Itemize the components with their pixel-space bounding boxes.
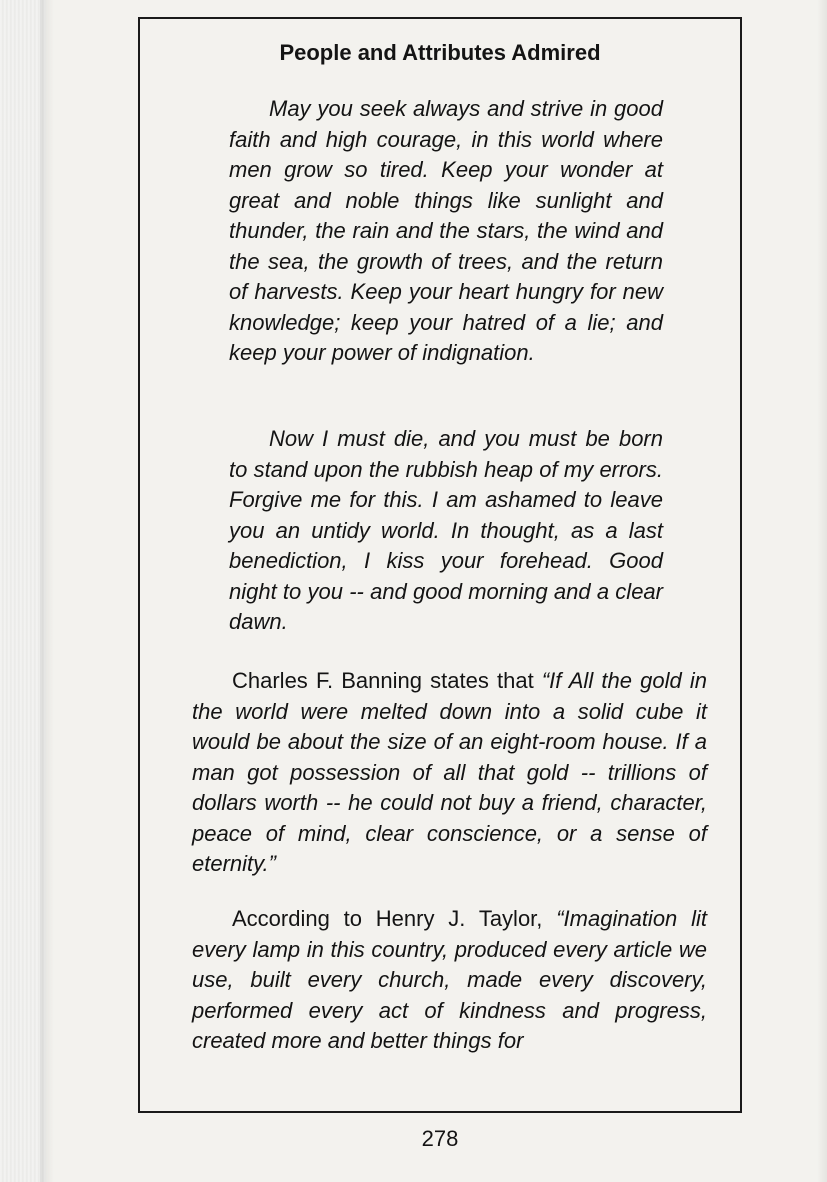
quote-paragraph-1: [229, 94, 663, 369]
quote-paragraph-2: [229, 424, 663, 638]
page-number: 278: [421, 1126, 459, 1151]
banning-quote: “If All the gold in the world were melted down into a solid cube it would be about the size of an eight-room house. If a man got possession of all that gold -- trillions of dollars worth -- he could not buy a friend, character, peace of mind, clear conscience, or a sense of eternity.”: [192, 668, 707, 876]
taylor-lead: According to Henry J. Taylor,: [232, 906, 557, 931]
taylor-paragraph: [192, 904, 707, 1057]
gutter-shadow: [40, 0, 54, 1182]
banning-lead: Charles F. Banning states that: [232, 668, 542, 693]
banning-paragraph: [192, 666, 707, 880]
quote-text-2: Now I must die, and you must be born to stand upon the rubbish heap of my errors. Forgive me for this. I am ashamed to leave you an untidy world. In thought, as a last benediction, I kiss your forehead. Good night to you -- and good morning and a clear dawn.: [229, 426, 663, 634]
quote-text-1: May you seek always and strive in good faith and high courage, in this world where men grow so tired. Keep your wonder at great and noble things like sunlight and thunder, the rain and the stars, the wind and the sea, the growth of trees, and the return of harvests. Keep your heart hungry for new knowledge; keep your hatred of a lie; and keep your power of indignation.: [229, 96, 663, 365]
section-title: People and Attributes Admired: [279, 40, 601, 65]
taylor-quote: “Imagination lit every lamp in this country, produced every article we use, built every church, made every discovery, performed every act of kindness and progress, created more and better things for: [192, 906, 707, 1053]
right-page-edge: [817, 0, 827, 1182]
